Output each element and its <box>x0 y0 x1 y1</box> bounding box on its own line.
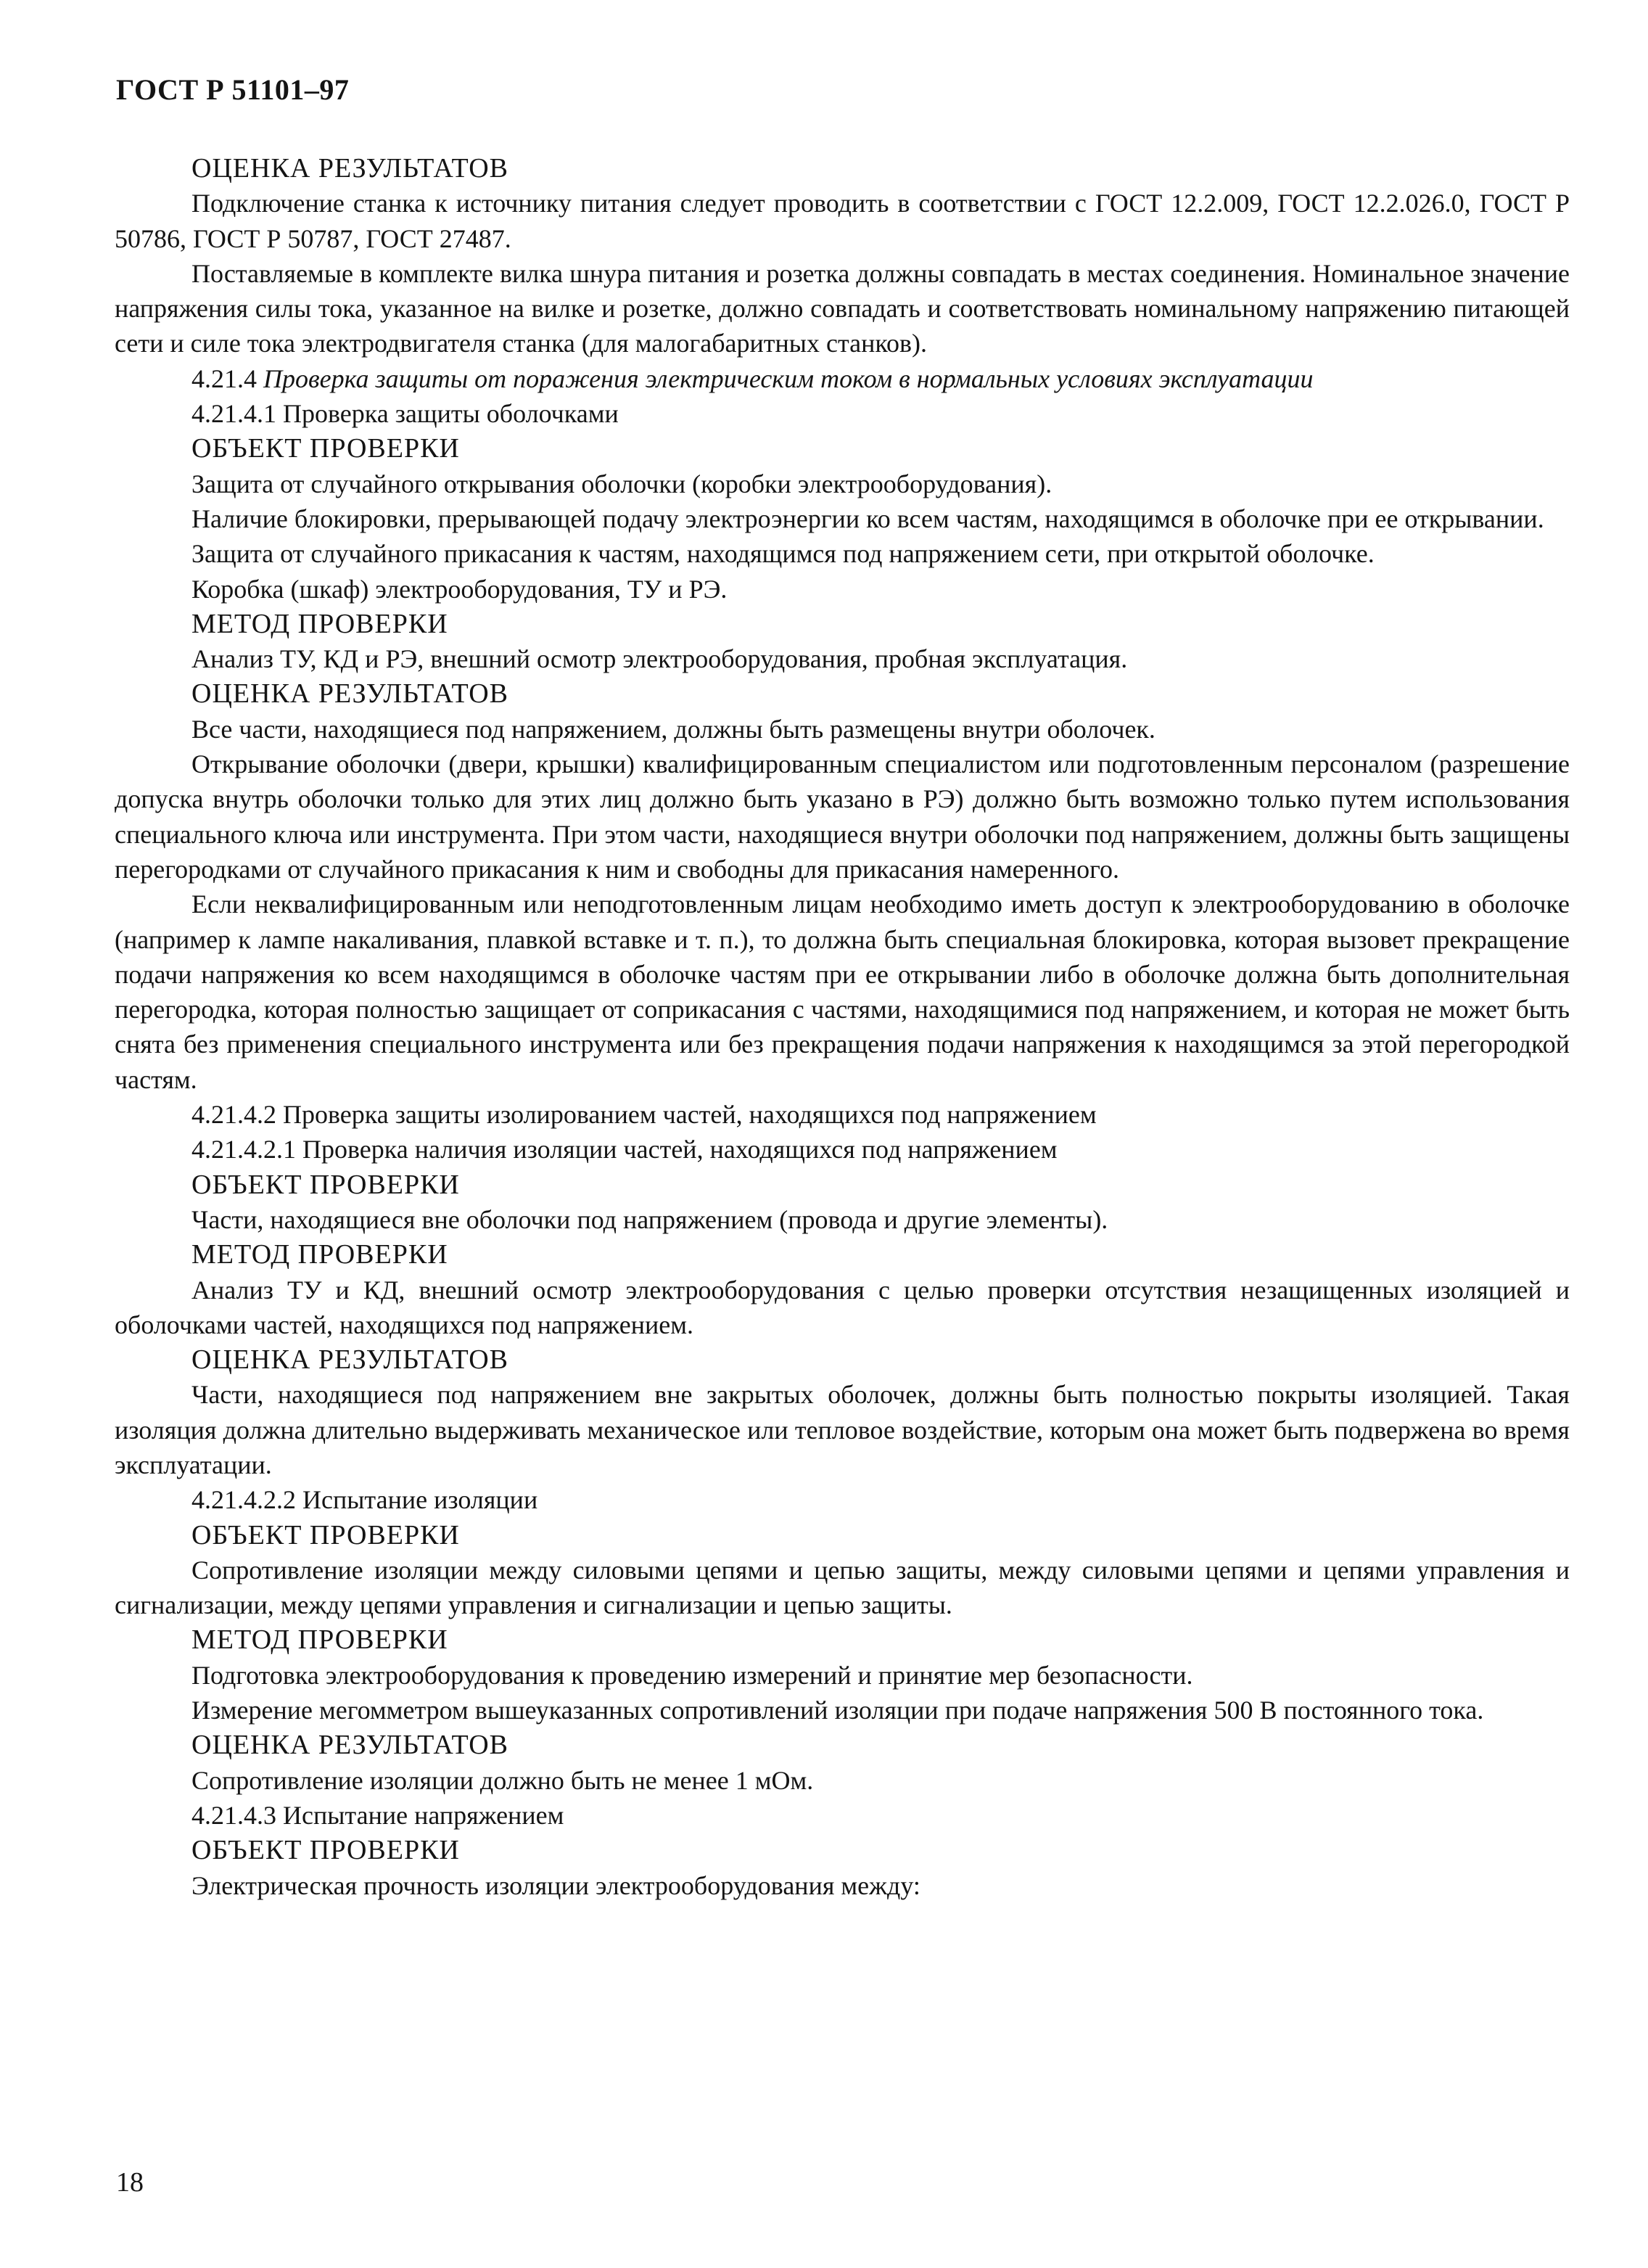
clause-4-21-4-2-2: 4.21.4.2.2 Испытание изоляции <box>191 1485 538 1515</box>
section-heading-method: МЕТОД ПРОВЕРКИ <box>191 608 448 639</box>
paragraph: Поставляемые в комплекте вилка шнура питания и розетка должны совпадать в местах соединения. Номинальное значение напряжения силы тока, указанное на вилке и розетке, должно совпадать и соответствовать номинальному напряжению питающей сети и силе тока электродвигателя станка (для малогабаритных станков). <box>115 258 1570 358</box>
paragraph: Части, находящиеся вне оболочки под напряжением (провода и другие элементы). <box>191 1204 1108 1234</box>
section-heading-method: МЕТОД ПРОВЕРКИ <box>191 1624 448 1656</box>
clause-4-21-4 <box>115 361 1570 396</box>
section-heading-evaluation: ОЦЕНКА РЕЗУЛЬТАТОВ <box>191 1344 509 1376</box>
paragraph: Подготовка электрооборудования к проведению измерений и принятие мер безопасности. <box>191 1660 1193 1690</box>
clause-4-21-4-2: 4.21.4.2 Проверка защиты изолированием частей, находящихся под напряжением <box>191 1100 1097 1130</box>
paragraph: Измерение мегомметром вышеуказанных сопротивлений изоляции при подаче напряжения 500 В постоянного тока. <box>191 1696 1484 1725</box>
clause-4-21-4-3: 4.21.4.3 Испытание напряжением <box>191 1800 564 1830</box>
section-heading-object: ОБЪЕКТ ПРОВЕРКИ <box>191 1835 460 1866</box>
page-body <box>115 151 1570 1903</box>
section-heading-evaluation: ОЦЕНКА РЕЗУЛЬТАТОВ <box>191 1730 509 1761</box>
paragraph: Защита от случайного прикасания к частям, находящимся под напряжением сети, при открытой оболочке. <box>191 539 1375 569</box>
paragraph: Сопротивление изоляции должно быть не менее 1 мОм. <box>191 1765 814 1795</box>
clause-number: 4.21.4 <box>191 363 257 393</box>
paragraph: Сопротивление изоляции между силовыми цепями и цепью защиты, между силовыми цепями и цепями управления и сигнализации, между цепями управления и сигнализации и цепью защиты. <box>115 1555 1570 1620</box>
paragraph: Анализ ТУ и КД, внешний осмотр электрооборудования с целью проверки отсутствия незащищенных изоляцией и оболочками частей, находящихся под напряжением. <box>115 1275 1570 1339</box>
section-heading-method: МЕТОД ПРОВЕРКИ <box>191 1239 448 1270</box>
paragraph: Коробка (шкаф) электрооборудования, ТУ и РЭ. <box>191 574 728 604</box>
paragraph: Наличие блокировки, прерывающей подачу электроэнергии ко всем частям, находящимся в оболочке при ее открывании. <box>191 504 1544 533</box>
paragraph: Открывание оболочки (двери, крышки) квалифицированным специалистом или подготовленным персоналом (разрешение допуска внутрь оболочки только для этих лиц должно быть указано в РЭ) должно быть возможно только путем использования специального ключа или инструмента. При этом части, находящиеся внутри оболочки под напряжением, должны быть защищены перегородками от случайного прикасания к ним и свободны для прикасания намеренного. <box>115 749 1570 884</box>
section-heading-object: ОБЪЕКТ ПРОВЕРКИ <box>191 433 460 464</box>
clause-title: Проверка защиты от поражения электрическим током в нормальных условиях эксплуатации <box>263 363 1314 393</box>
paragraph: Защита от случайного открывания оболочки (коробки электрооборудования). <box>191 469 1052 498</box>
paragraph: Подключение станка к источнику питания следует проводить в соответствии с ГОСТ 12.2.009, ГОСТ 12.2.026.0, ГОСТ Р 50786, ГОСТ Р 50787, ГОСТ 27487. <box>115 189 1570 253</box>
clause-4-21-4-2-1: 4.21.4.2.1 Проверка наличия изоляции частей, находящихся под напряжением <box>191 1135 1058 1164</box>
paragraph: Части, находящиеся под напряжением вне закрытых оболочек, должны быть полностью покрыты изоляцией. Такая изоляция должна длительно выдерживать механическое или тепловое воздействие, которым она может быть подвержена во время эксплуатации. <box>115 1380 1570 1479</box>
paragraph: Если неквалифицированным или неподготовленным лицам необходимо иметь доступ к электрооборудованию в оболочке (например к лампе накаливания, плавкой вставке и т. п.), то должна быть специальная блокировка, которая вызовет прекращение подачи напряжения ко всем находящимся в оболочке частям при ее открывании либо в оболочке должна быть дополнительная перегородка, которая полностью защищает от соприкасания с частями, находящимися под напряжением, и которая не может быть снята без применения специального инструмента или без прекращения подачи напряжения к находящимся за этой перегородкой частям. <box>115 889 1570 1094</box>
section-heading-evaluation: ОЦЕНКА РЕЗУЛЬТАТОВ <box>191 153 509 184</box>
paragraph: Электрическая прочность изоляции электрооборудования между: <box>191 1870 920 1900</box>
section-heading-object: ОБЪЕКТ ПРОВЕРКИ <box>191 1169 460 1200</box>
section-heading-evaluation: ОЦЕНКА РЕЗУЛЬТАТОВ <box>191 678 509 710</box>
paragraph: Анализ ТУ, КД и РЭ, внешний осмотр электрооборудования, пробная эксплуатация. <box>191 644 1128 674</box>
clause-4-21-4-1: 4.21.4.1 Проверка защиты оболочками <box>191 399 619 429</box>
page-number: 18 <box>116 2167 144 2198</box>
paragraph: Все части, находящиеся под напряжением, должны быть размещены внутри оболочек. <box>191 714 1155 744</box>
document-header: ГОСТ Р 51101–97 <box>116 73 350 106</box>
section-heading-object: ОБЪЕКТ ПРОВЕРКИ <box>191 1519 460 1550</box>
